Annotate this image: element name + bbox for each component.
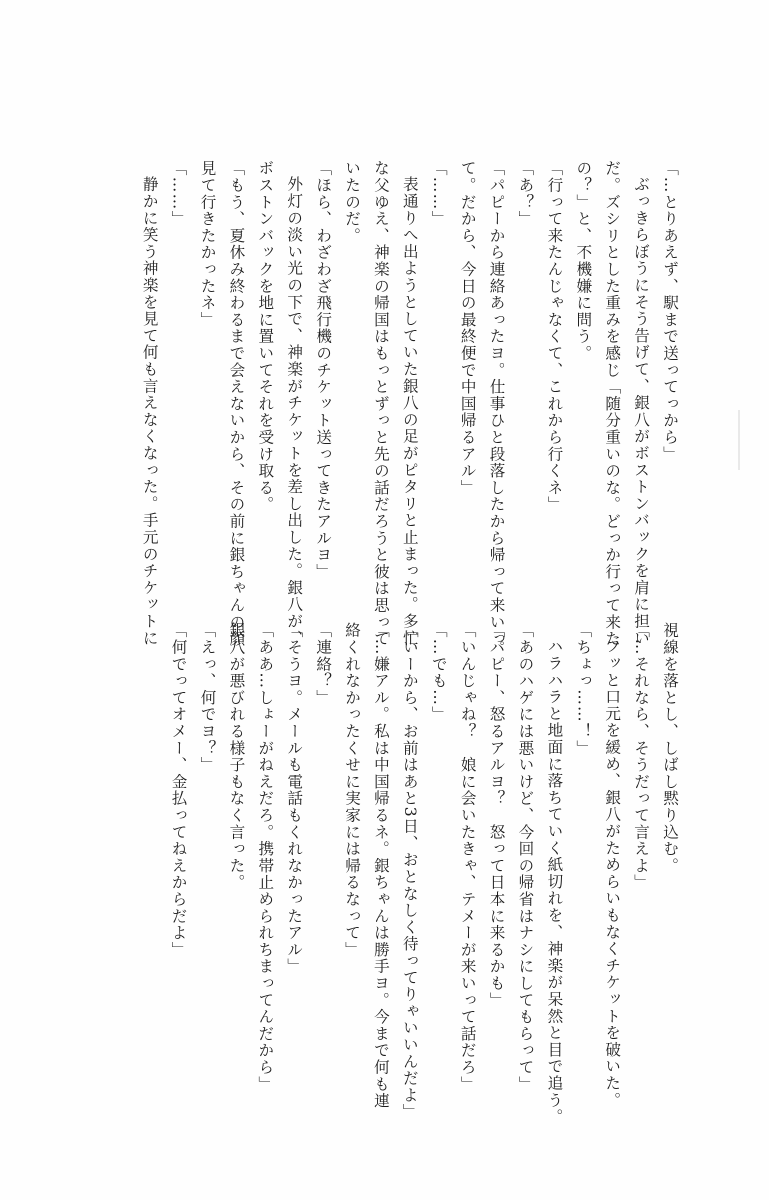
text-line: 絡くれなかったくせに実家には帰るなって」: [343, 622, 362, 958]
text-line: 視線を落とし、しばし黙り込む。: [661, 622, 679, 874]
text-block-bottom: [164, 622, 684, 1125]
text-line: 「ああ…しょーがねえだろ。携帯止められちまってんだから」: [256, 622, 275, 1093]
text-block-top: [135, 160, 684, 648]
text-line: 「そうヨ。メールも電話もくれなかったアル」: [285, 622, 304, 975]
text-line: 表通りへ出ようとしていた銀八の足がピタリと止まった。多忙: [400, 175, 419, 646]
text-line: 「あ？」: [516, 160, 535, 228]
text-line: 「もう、夏休み終わるまで会えないから、その前に銀ちゃんの顔: [227, 160, 246, 648]
text-line: 外灯の淡い光の下で、神楽がチケットを差し出した。銀八が、: [285, 175, 304, 646]
text-line: 「…それなら、そうだって言えよ」: [632, 622, 651, 891]
text-line: ぶっきらぼうにそう告げて、銀八がボストンバックを肩に担い: [632, 175, 651, 646]
text-line: 「……」: [429, 160, 448, 228]
text-line: 「…嫌アル。私は中国帰るネ。銀ちゃんは勝手ヨ。今まで何も連: [371, 622, 390, 1110]
page-gutter-mark: [738, 410, 740, 470]
text-line: 「ほら、わざわざ飛行機のチケット送ってきたアルヨ」: [314, 160, 333, 580]
text-line: 「パピーから連絡あったヨ。仕事ひと段落したから帰って来いっ: [487, 160, 506, 648]
text-line: フッと口元を緩め、銀八がためらいもなくチケットを破いた。: [603, 637, 622, 1108]
text-line: 「……」: [169, 160, 188, 228]
text-line: て。だから、今日の最終便で中国帰るアル」: [458, 160, 477, 496]
text-line: 「行って来たんじゃなくて、これから行くネ」: [545, 160, 564, 513]
text-line: 静かに笑う神楽を見て何も言えなくなった。手元のチケットに: [140, 175, 159, 646]
text-line: 「パピー、怒るアルヨ？ 怒って日本に来るかも」: [487, 622, 506, 1009]
text-line: ハラハラと地面に落ちていく紙切れを、神楽が呆然と目で追う。: [545, 637, 564, 1125]
text-line: ボストンバックを地に置いてそれを受け取る。: [256, 160, 275, 513]
text-line: 銀八が悪びれる様子もなく言った。: [227, 622, 246, 891]
text-line: 見て行きたかったネ」: [198, 160, 217, 328]
text-line: 「…とりあえず、駅まで送ってっから」: [661, 160, 679, 463]
text-line: 「…でも…」: [429, 622, 448, 723]
text-line: 「いーから、お前はあと3日、おとなしく待ってりゃいいんだよ」: [400, 622, 419, 1121]
text-line: 「いんじゃね？ 娘に会いたきゃ、テメーが来いって話だろ」: [458, 622, 477, 1093]
text-line: だ。ズシリとした重みを感じ「随分重いのな。どっか行って来た: [603, 160, 622, 648]
text-line: いたのだ。: [343, 160, 362, 244]
text-line: の？」と、不機嫌に問う。: [574, 160, 593, 362]
text-line: 「連絡？」: [314, 622, 333, 706]
text-line: 「ちょっ……！」: [574, 622, 593, 757]
text-line: 「何でってオメー、金払ってねえからだよ」: [169, 622, 188, 958]
text-line: 「あのハゲには悪いけど、今回の帰省はナシにしてもらって」: [516, 622, 535, 1093]
text-line: 「えっ、何でヨ？」: [198, 622, 217, 774]
text-line: な父ゆえ、神楽の帰国はもっとずっと先の話だろうと彼は思って: [371, 160, 390, 648]
